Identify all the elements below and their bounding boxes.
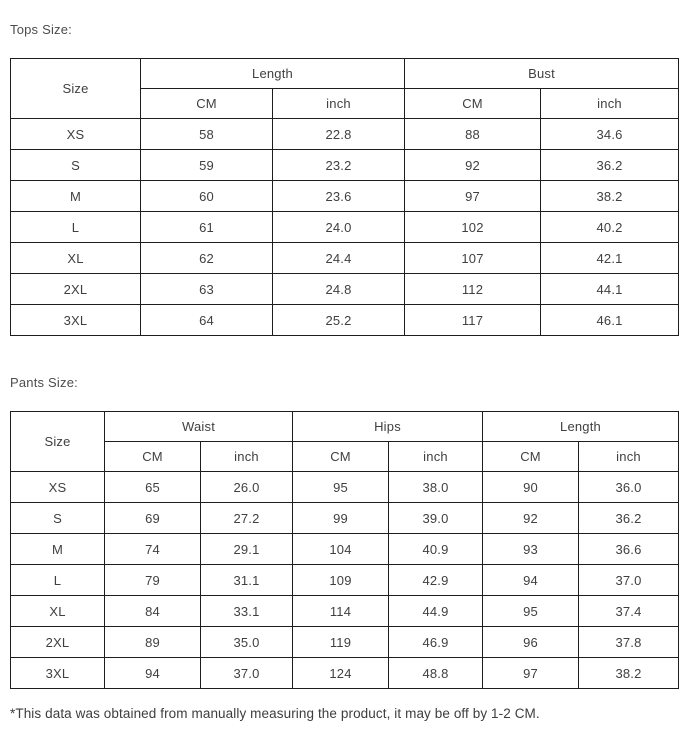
pants-table-header: [11, 412, 679, 472]
table-row: [11, 534, 679, 565]
measurement-cell: 119: [293, 627, 389, 658]
measurement-cell: 104: [293, 534, 389, 565]
size-cell: 2XL: [11, 274, 141, 305]
size-cell: 2XL: [11, 627, 105, 658]
table-row: [11, 565, 679, 596]
size-cell: S: [11, 150, 141, 181]
hips-inch-header: inch: [389, 442, 483, 472]
measurement-cell: 40.2: [541, 212, 679, 243]
length-inch-header: inch: [273, 89, 405, 119]
measurement-cell: 62: [141, 243, 273, 274]
measurement-cell: 23.6: [273, 181, 405, 212]
measurement-cell: 37.0: [579, 565, 679, 596]
measurement-cell: 40.9: [389, 534, 483, 565]
measurement-cell: 24.4: [273, 243, 405, 274]
table-header-row: [11, 59, 679, 89]
measurement-cell: 99: [293, 503, 389, 534]
measurement-cell: 46.1: [541, 305, 679, 336]
measurement-cell: 34.6: [541, 119, 679, 150]
measurement-cell: 89: [105, 627, 201, 658]
length-cm-header: CM: [141, 89, 273, 119]
pants-size-table: [10, 411, 679, 689]
measurement-cell: 84: [105, 596, 201, 627]
group-header-hips: Hips: [293, 412, 483, 442]
measurement-cell: 27.2: [201, 503, 293, 534]
measurement-cell: 37.0: [201, 658, 293, 689]
measurement-disclaimer: *This data was obtained from manually measuring the product, it may be off by 1-2 CM.: [10, 706, 540, 721]
table-row: [11, 243, 679, 274]
measurement-cell: 31.1: [201, 565, 293, 596]
measurement-cell: 26.0: [201, 472, 293, 503]
group-header-waist: Waist: [105, 412, 293, 442]
size-cell: L: [11, 212, 141, 243]
group-header-length: Length: [141, 59, 405, 89]
table-row: [11, 305, 679, 336]
table-row: [11, 119, 679, 150]
size-cell: M: [11, 181, 141, 212]
size-cell: 3XL: [11, 658, 105, 689]
measurement-cell: 92: [483, 503, 579, 534]
measurement-cell: 90: [483, 472, 579, 503]
bust-cm-header: CM: [405, 89, 541, 119]
table-row: [11, 274, 679, 305]
measurement-cell: 24.0: [273, 212, 405, 243]
measurement-cell: 79: [105, 565, 201, 596]
measurement-cell: 33.1: [201, 596, 293, 627]
table-subheader-row: [11, 442, 679, 472]
measurement-cell: 95: [293, 472, 389, 503]
measurement-cell: 97: [483, 658, 579, 689]
measurement-cell: 42.1: [541, 243, 679, 274]
measurement-cell: 35.0: [201, 627, 293, 658]
table-row: [11, 150, 679, 181]
measurement-cell: 48.8: [389, 658, 483, 689]
table-row: [11, 503, 679, 534]
measurement-cell: 42.9: [389, 565, 483, 596]
measurement-cell: 95: [483, 596, 579, 627]
measurement-cell: 102: [405, 212, 541, 243]
measurement-cell: 59: [141, 150, 273, 181]
length-inch-header: inch: [579, 442, 679, 472]
measurement-cell: 94: [105, 658, 201, 689]
pants-size-label: Pants Size:: [10, 375, 78, 390]
measurement-cell: 97: [405, 181, 541, 212]
measurement-cell: 58: [141, 119, 273, 150]
group-header-length: Length: [483, 412, 679, 442]
measurement-cell: 63: [141, 274, 273, 305]
measurement-cell: 36.2: [541, 150, 679, 181]
measurement-cell: 124: [293, 658, 389, 689]
table-row: [11, 658, 679, 689]
measurement-cell: 38.2: [579, 658, 679, 689]
measurement-cell: 23.2: [273, 150, 405, 181]
size-cell: XS: [11, 119, 141, 150]
measurement-cell: 37.8: [579, 627, 679, 658]
waist-cm-header: CM: [105, 442, 201, 472]
table-header-row: [11, 412, 679, 442]
pants-table-body: [11, 472, 679, 689]
measurement-cell: 92: [405, 150, 541, 181]
measurement-cell: 65: [105, 472, 201, 503]
measurement-cell: 36.2: [579, 503, 679, 534]
group-header-bust: Bust: [405, 59, 679, 89]
measurement-cell: 39.0: [389, 503, 483, 534]
size-cell: L: [11, 565, 105, 596]
measurement-cell: 112: [405, 274, 541, 305]
tops-size-label: Tops Size:: [10, 22, 72, 37]
measurement-cell: 38.2: [541, 181, 679, 212]
size-column-header: Size: [11, 59, 141, 119]
measurement-cell: 117: [405, 305, 541, 336]
size-cell: XL: [11, 243, 141, 274]
size-cell: M: [11, 534, 105, 565]
measurement-cell: 107: [405, 243, 541, 274]
size-cell: XL: [11, 596, 105, 627]
measurement-cell: 60: [141, 181, 273, 212]
waist-inch-header: inch: [201, 442, 293, 472]
measurement-cell: 38.0: [389, 472, 483, 503]
measurement-cell: 36.6: [579, 534, 679, 565]
measurement-cell: 37.4: [579, 596, 679, 627]
measurement-cell: 44.9: [389, 596, 483, 627]
measurement-cell: 93: [483, 534, 579, 565]
size-cell: XS: [11, 472, 105, 503]
hips-cm-header: CM: [293, 442, 389, 472]
measurement-cell: 44.1: [541, 274, 679, 305]
tops-size-table: [10, 58, 679, 336]
measurement-cell: 25.2: [273, 305, 405, 336]
table-row: [11, 627, 679, 658]
measurement-cell: 88: [405, 119, 541, 150]
table-row: [11, 181, 679, 212]
tops-table-body: [11, 119, 679, 336]
length-cm-header: CM: [483, 442, 579, 472]
measurement-cell: 109: [293, 565, 389, 596]
table-row: [11, 212, 679, 243]
size-column-header: Size: [11, 412, 105, 472]
measurement-cell: 114: [293, 596, 389, 627]
tops-table-header: [11, 59, 679, 119]
size-cell: S: [11, 503, 105, 534]
measurement-cell: 69: [105, 503, 201, 534]
size-cell: 3XL: [11, 305, 141, 336]
table-row: [11, 596, 679, 627]
measurement-cell: 29.1: [201, 534, 293, 565]
measurement-cell: 24.8: [273, 274, 405, 305]
measurement-cell: 22.8: [273, 119, 405, 150]
bust-inch-header: inch: [541, 89, 679, 119]
measurement-cell: 94: [483, 565, 579, 596]
measurement-cell: 46.9: [389, 627, 483, 658]
measurement-cell: 64: [141, 305, 273, 336]
measurement-cell: 61: [141, 212, 273, 243]
table-row: [11, 472, 679, 503]
measurement-cell: 36.0: [579, 472, 679, 503]
measurement-cell: 74: [105, 534, 201, 565]
measurement-cell: 96: [483, 627, 579, 658]
